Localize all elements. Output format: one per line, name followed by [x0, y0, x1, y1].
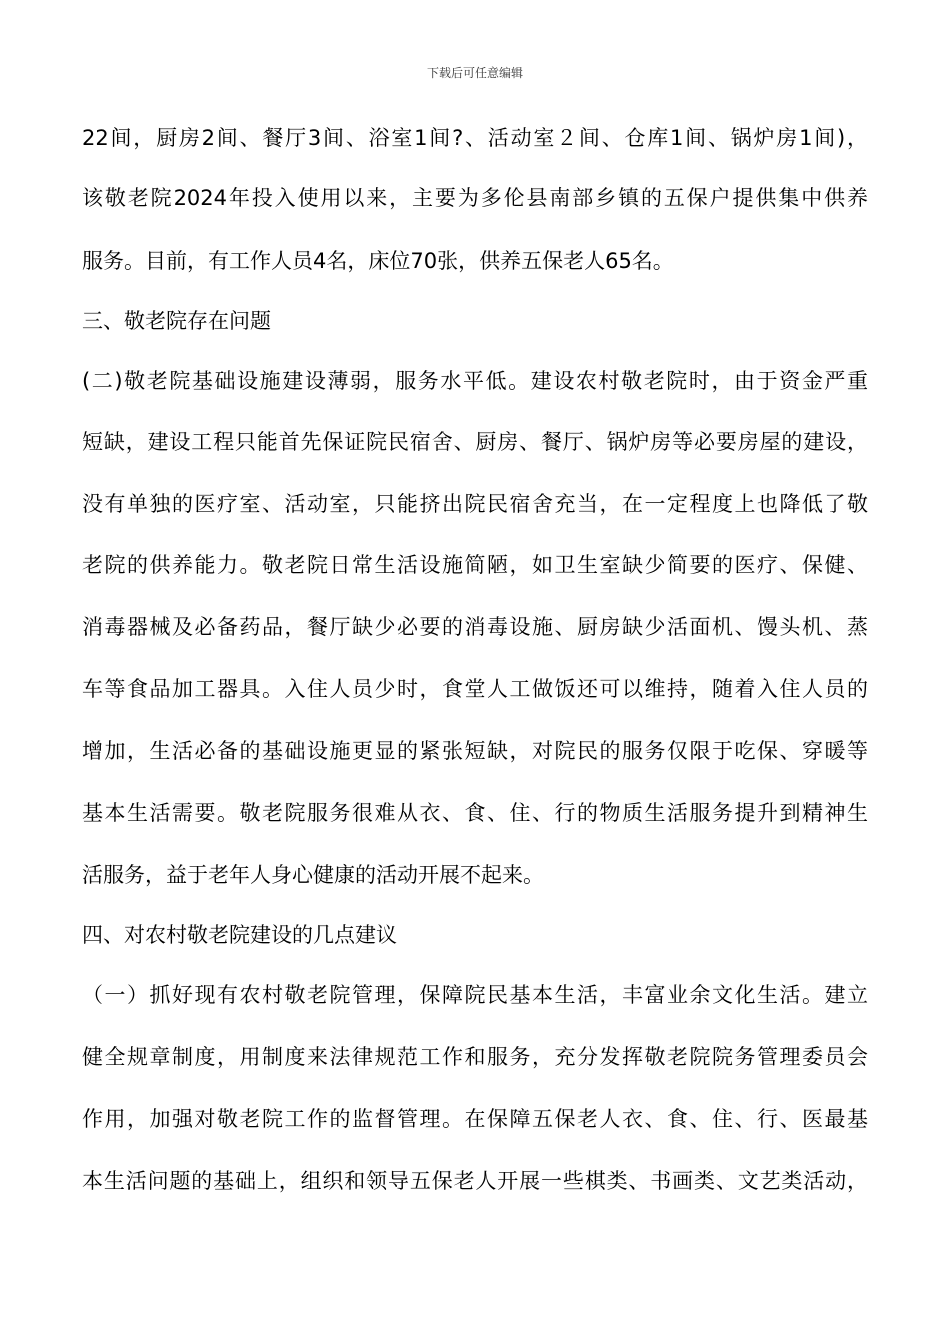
- text-line: 作用，加强对敬老院工作的监督管理。在保障五保老人衣、食、住、行、医最基: [82, 1107, 868, 1131]
- text-line: (二)敬老院基础设施建设薄弱，服务水平低。建设农村敬老院时，由于资金严重: [82, 369, 868, 393]
- text-line: 老院的供养能力。敬老院日常生活设施简陋，如卫生室缺少简要的医疗、保健、: [82, 553, 868, 577]
- text-line: 本生活问题的基础上，组织和领导五保老人开展一些棋类、书画类、文艺类活动，: [82, 1169, 868, 1193]
- text-line: （一）抓好现有农村敬老院管理，保障院民基本生活，丰富业余文化生活。建立: [82, 983, 868, 1007]
- text-line: 活服务，益于老年人身心健康的活动开展不起来。: [82, 863, 544, 887]
- header-note: 下载后可任意编辑: [426, 66, 523, 80]
- section-heading: 四、对农村敬老院建设的几点建议: [82, 923, 397, 947]
- text-line: 健全规章制度，用制度来法律规范工作和服务，充分发挥敬老院院务管理委员会: [82, 1045, 868, 1069]
- text-line: 短缺，建设工程只能首先保证院民宿舍、厨房、餐厅、锅炉房等必要房屋的建设，: [82, 430, 868, 454]
- section-heading: 三、敬老院存在问题: [82, 309, 271, 333]
- text-line: 22间，厨房2间、餐厅3间、浴室1间?、活动室２间、仓库1间、锅炉房1间)，: [82, 126, 868, 150]
- text-line: 服务。目前，有工作人员4名，床位70张，供养五保老人65名。: [82, 249, 674, 273]
- text-line: 车等食品加工器具。入住人员少时，食堂人工做饭还可以维持，随着入住人员的: [82, 677, 868, 701]
- text-line: 基本生活需要。敬老院服务很难从衣、食、住、行的物质生活服务提升到精神生: [82, 801, 868, 825]
- text-line: 增加，生活必备的基础设施更显的紧张短缺，对院民的服务仅限于吃保、穿暖等: [82, 739, 868, 763]
- text-line: 没有单独的医疗室、活动室，只能挤出院民宿舍充当，在一定程度上也降低了敬: [82, 492, 868, 516]
- text-line: 该敬老院2024年投入使用以来，主要为多伦县南部乡镇的五保户提供集中供养: [82, 186, 868, 210]
- text-line: 消毒器械及必备药品，餐厅缺少必要的消毒设施、厨房缺少活面机、馒头机、蒸: [82, 615, 868, 639]
